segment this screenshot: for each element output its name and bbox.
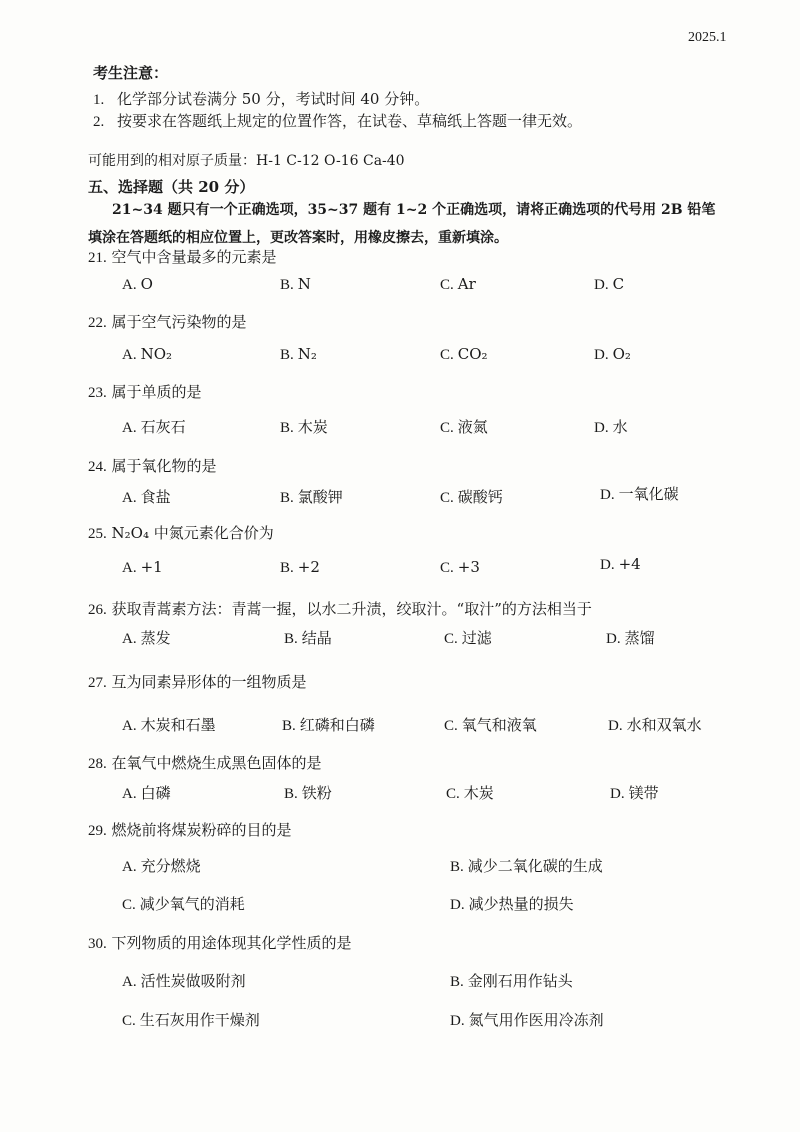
option-text: 蒸发	[140, 629, 171, 647]
option-letter: B.	[280, 347, 294, 363]
option-letter: D.	[594, 347, 609, 363]
question-number: 26.	[88, 602, 107, 618]
option-text: CO₂	[457, 345, 488, 363]
option-text: O	[140, 275, 153, 293]
question-text: 属于单质的是	[111, 383, 202, 401]
option-letter: C.	[122, 897, 136, 913]
option-b	[284, 782, 332, 803]
question-number: 22.	[88, 315, 107, 331]
option-text: 结晶	[301, 629, 332, 647]
notice-title: 考生注意：	[93, 64, 169, 82]
option-letter: D.	[610, 786, 625, 802]
option-text: +3	[457, 558, 480, 576]
option-b	[280, 275, 311, 294]
option-letter: A.	[122, 347, 137, 363]
question-number: 30.	[88, 936, 107, 952]
option-d	[606, 627, 655, 648]
option-text: 金刚石用作钻头	[467, 972, 573, 990]
option-d	[610, 782, 659, 803]
question-number: 29.	[88, 823, 107, 839]
option-text: 充分燃烧	[140, 857, 201, 875]
option-text: 生石灰用作干燥剂	[139, 1011, 260, 1029]
option-d	[594, 416, 628, 437]
notice-item-number: 1.	[93, 92, 105, 108]
question-text: 属于空气污染物的是	[111, 313, 247, 331]
question-number: 28.	[88, 756, 107, 772]
option-text: +1	[140, 558, 163, 576]
option-letter: B.	[282, 718, 296, 734]
option-letter: C.	[440, 277, 454, 293]
option-b	[450, 855, 603, 876]
option-letter: D.	[608, 718, 623, 734]
notice-item-number: 2.	[93, 114, 105, 130]
option-text: 氧气和液氧	[461, 716, 537, 734]
notice-item	[93, 88, 429, 109]
option-text: 木炭和石墨	[140, 716, 216, 734]
atomic-mass-note: 可能用到的相对原子质量：H-1 C-12 O-16 Ca-40	[88, 153, 405, 169]
question-text: 互为同素异形体的一组物质是	[111, 673, 307, 691]
option-b	[280, 558, 320, 577]
option-letter: A.	[122, 859, 137, 875]
question-stem	[88, 455, 217, 476]
option-text: 镁带	[628, 784, 659, 802]
option-d	[600, 555, 641, 574]
option-text: 氮气用作医用冷冻剂	[468, 1011, 604, 1029]
question-text: 空气中含量最多的元素是	[111, 248, 277, 266]
question-number: 21.	[88, 250, 107, 266]
option-letter: D.	[600, 557, 615, 573]
option-text: 木炭	[297, 418, 328, 436]
option-letter: A.	[122, 974, 137, 990]
option-d	[450, 893, 574, 914]
question-stem	[88, 381, 202, 402]
option-letter: D.	[450, 897, 465, 913]
option-text: NO₂	[140, 345, 173, 363]
option-a	[122, 627, 171, 648]
option-letter: B.	[280, 277, 294, 293]
option-a	[122, 345, 172, 364]
option-letter: A.	[122, 631, 137, 647]
option-letter: B.	[284, 631, 298, 647]
question-stem	[88, 598, 592, 619]
question-text: N₂O₄ 中氮元素化合价为	[111, 524, 274, 542]
question-number: 24.	[88, 459, 107, 475]
question-stem	[88, 819, 292, 840]
option-b	[282, 714, 375, 735]
question-stem	[88, 311, 247, 332]
option-text: 活性炭做吸附剂	[140, 972, 246, 990]
option-letter: C.	[440, 420, 454, 436]
option-text: 白磷	[140, 784, 171, 802]
option-text: 碳酸钙	[457, 488, 503, 506]
question-text: 获取青蒿素方法：青蒿一握，以水二升渍，绞取汁。“取汁”的方法相当于	[111, 600, 592, 618]
option-letter: C.	[440, 490, 454, 506]
option-letter: C.	[444, 631, 458, 647]
option-c	[440, 275, 476, 294]
option-text: +4	[618, 555, 641, 573]
option-letter: D.	[450, 1013, 465, 1029]
option-c	[440, 416, 488, 437]
notice-item-text: 化学部分试卷满分 50 分，考试时间 40 分钟。	[117, 90, 430, 108]
question-text: 在氧气中燃烧生成黑色固体的是	[111, 754, 322, 772]
option-d	[594, 275, 624, 294]
option-letter: B.	[280, 490, 294, 506]
option-c	[446, 782, 494, 803]
option-c	[444, 714, 537, 735]
option-text: 一氧化碳	[618, 485, 679, 503]
option-c	[122, 1009, 260, 1030]
question-number: 25.	[88, 526, 107, 542]
option-c	[122, 893, 245, 914]
exam-date: 2025.1	[688, 30, 727, 45]
option-d	[600, 483, 679, 504]
option-letter: A.	[122, 420, 137, 436]
question-stem	[88, 246, 277, 267]
option-a	[122, 486, 171, 507]
option-text: 木炭	[463, 784, 494, 802]
option-letter: C.	[440, 347, 454, 363]
question-text: 燃烧前将煤炭粉碎的目的是	[111, 821, 292, 839]
option-text: 氯酸钾	[297, 488, 343, 506]
option-letter: B.	[450, 859, 464, 875]
option-text: 石灰石	[140, 418, 186, 436]
option-letter: B.	[450, 974, 464, 990]
option-letter: A.	[122, 786, 137, 802]
option-text: 食盐	[140, 488, 171, 506]
option-text: Ar	[457, 275, 476, 293]
option-d	[608, 714, 702, 735]
option-text: 红磷和白磷	[299, 716, 375, 734]
option-b	[280, 345, 317, 364]
option-letter: D.	[606, 631, 621, 647]
option-letter: D.	[600, 487, 615, 503]
option-text: 减少二氧化碳的生成	[467, 857, 603, 875]
option-letter: B.	[280, 560, 294, 576]
option-d	[594, 345, 631, 364]
option-letter: A.	[122, 490, 137, 506]
option-b	[450, 970, 573, 991]
option-a	[122, 275, 153, 294]
option-c	[440, 558, 480, 577]
question-text: 属于氧化物的是	[111, 457, 217, 475]
question-number: 27.	[88, 675, 107, 691]
option-a	[122, 855, 201, 876]
question-text: 下列物质的用途体现其化学性质的是	[111, 934, 352, 952]
option-b	[284, 627, 332, 648]
option-text: 过滤	[461, 629, 492, 647]
option-text: 减少热量的损失	[468, 895, 574, 913]
option-text: +2	[297, 558, 320, 576]
option-text: 铁粉	[301, 784, 332, 802]
notice-item	[93, 110, 582, 131]
option-text: O₂	[612, 345, 631, 363]
option-c	[444, 627, 492, 648]
option-letter: A.	[122, 560, 137, 576]
option-letter: C.	[444, 718, 458, 734]
option-text: C	[612, 275, 625, 293]
question-stem	[88, 671, 307, 692]
option-letter: D.	[594, 420, 609, 436]
option-letter: A.	[122, 718, 137, 734]
option-d	[450, 1009, 604, 1030]
option-letter: C.	[446, 786, 460, 802]
option-b	[280, 486, 343, 507]
option-a	[122, 970, 246, 991]
option-text: 水和双氧水	[626, 716, 702, 734]
option-a	[122, 558, 163, 577]
section-instruction: 21~34 题只有一个正确选项，35~37 题有 1~2 个正确选项，请将正确选项的代号用 2B 铅笔填涂在答题纸的相应位置上，更改答案时，用橡皮擦去，重新填涂。	[88, 202, 716, 246]
section-title: 五、选择题（共 20 分）	[88, 178, 255, 196]
option-letter: B.	[284, 786, 298, 802]
option-a	[122, 714, 216, 735]
question-stem	[88, 522, 274, 543]
notice-item-text: 按要求在答题纸上规定的位置作答，在试卷、草稿纸上答题一律无效。	[117, 112, 583, 130]
option-b	[280, 416, 328, 437]
option-letter: B.	[280, 420, 294, 436]
option-c	[440, 486, 503, 507]
option-letter: C.	[440, 560, 454, 576]
option-a	[122, 416, 186, 437]
option-letter: D.	[594, 277, 609, 293]
question-stem	[88, 932, 352, 953]
option-text: 液氮	[457, 418, 488, 436]
question-number: 23.	[88, 385, 107, 401]
option-text: 减少氧气的消耗	[139, 895, 245, 913]
option-text: N₂	[297, 345, 317, 363]
question-stem	[88, 752, 322, 773]
option-c	[440, 345, 488, 364]
option-letter: C.	[122, 1013, 136, 1029]
option-text: 水	[612, 418, 628, 436]
option-letter: A.	[122, 277, 137, 293]
option-text: 蒸馏	[624, 629, 655, 647]
option-a	[122, 782, 171, 803]
option-text: N	[297, 275, 311, 293]
